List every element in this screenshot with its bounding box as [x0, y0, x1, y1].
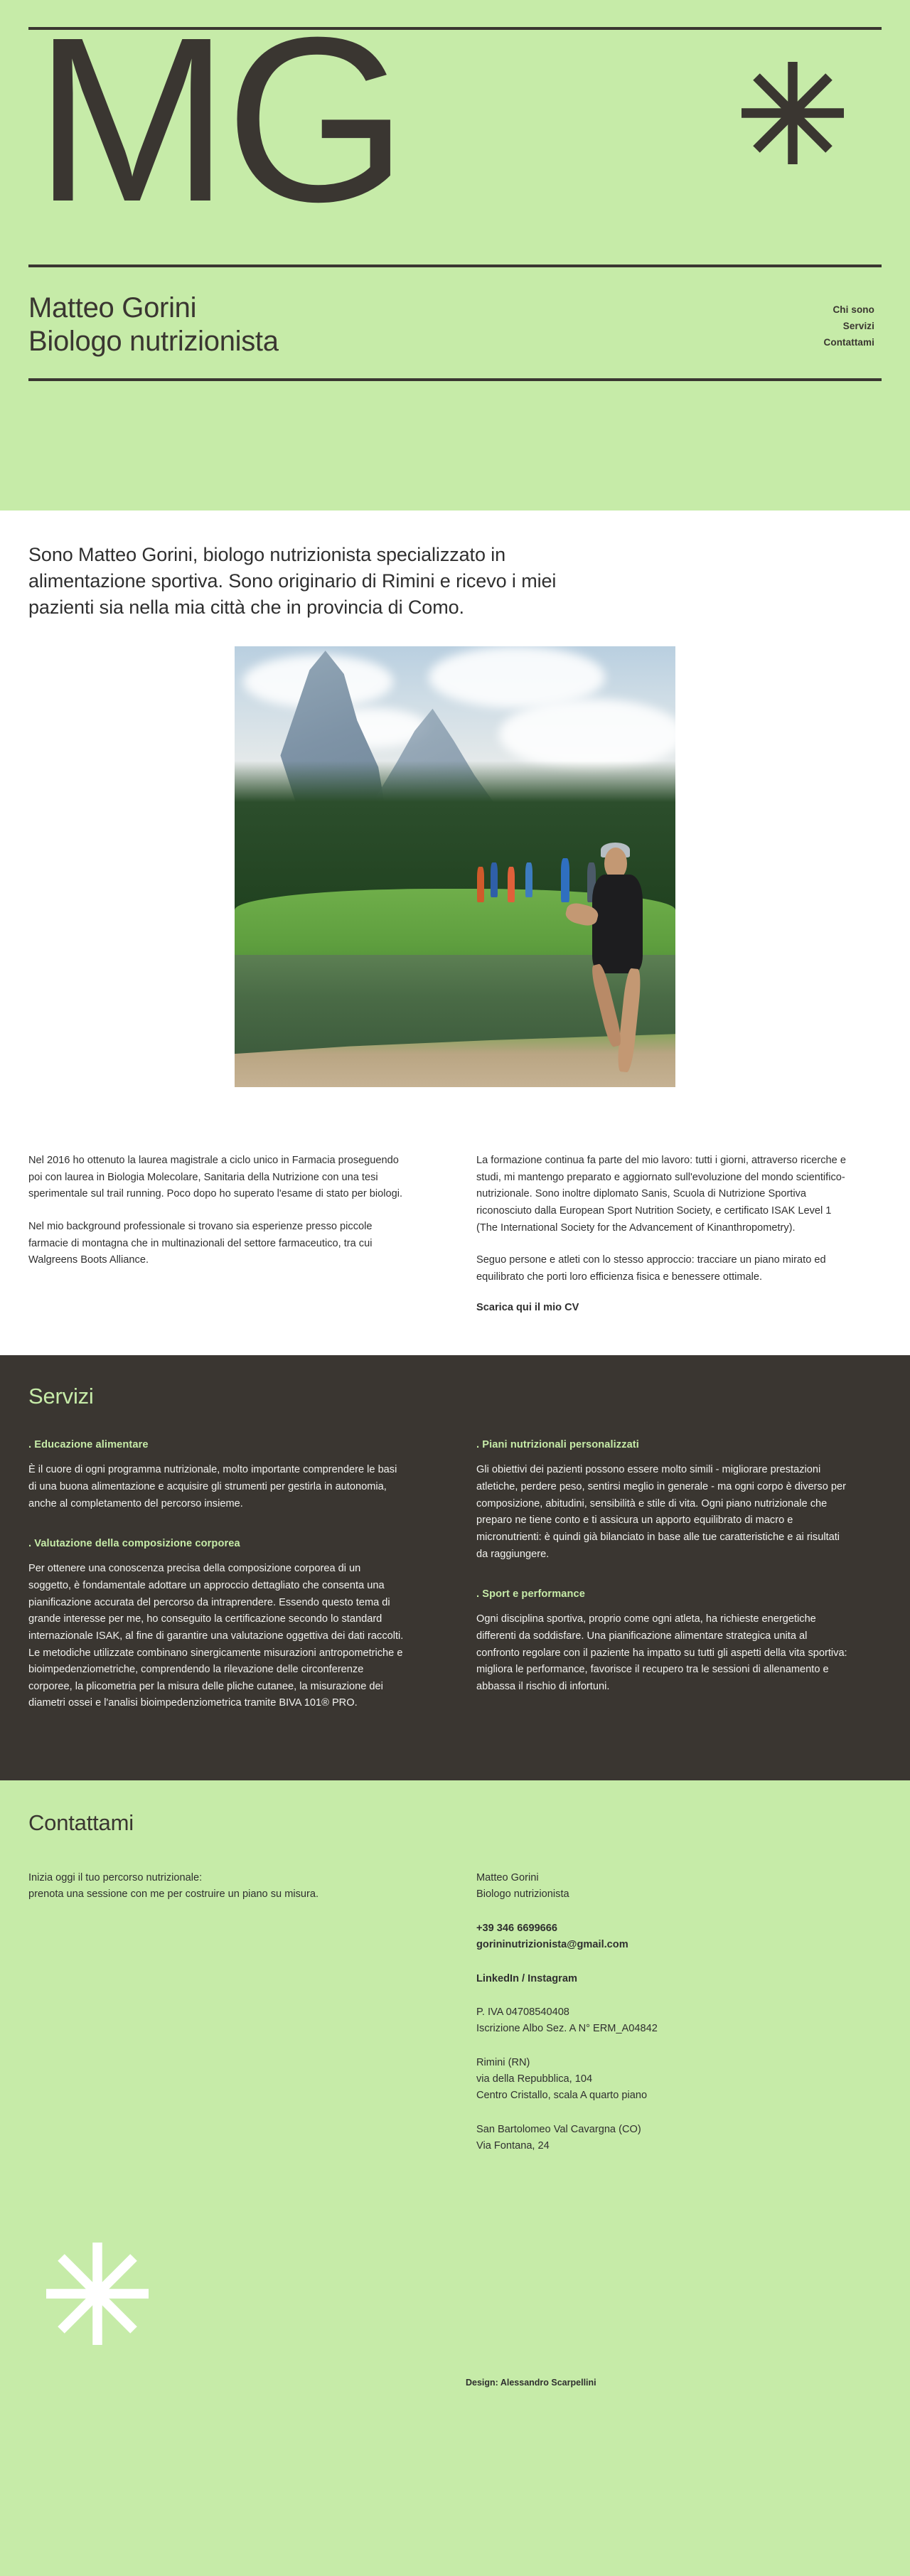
nav-item-chi-sono[interactable]: Chi sono	[833, 304, 874, 315]
legal-block	[476, 2004, 882, 2038]
hero-photo-container	[28, 646, 882, 1087]
owner-role: Biologo nutrizionista	[28, 326, 279, 358]
intro-section	[0, 511, 910, 1124]
bio-section	[0, 1124, 910, 1355]
contatti-column-left	[28, 1870, 434, 2171]
service-title: . Sport e performance	[476, 1588, 585, 1600]
nav-item-servizi[interactable]: Servizi	[842, 321, 874, 332]
address-block-rimini	[476, 2055, 882, 2105]
contact-cta-line-2: prenota una sessione con me per costruire un piano su misura.	[28, 1888, 319, 1901]
service-item	[476, 1439, 882, 1563]
social-links-block	[476, 1971, 882, 1987]
vat-number: P. IVA 04708540408	[476, 2006, 569, 2018]
eight-point-asterisk-icon	[44, 2240, 151, 2351]
service-body: Gli obiettivi dei pazienti possono essere molto simili - migliorare prestazioni atletiche, perdere peso, sentirsi meglio in generale - ma ogni corpo è diverso per composizione, abitudini, sensibilità e stile di vita. Ogni piano nutrizionale che preparo ne tiene conto e ti assicura un apporto equilibrato di macro e micronutrienti: è quindi già bilanciato in base alle tue caratteristiche e ai risultati da raggiungere.	[476, 1464, 846, 1560]
address-extra: Centro Cristallo, scala A quarto piano	[476, 2090, 648, 2102]
bio-paragraph: Nel mio background professionale si trovano sia esperienze presso piccole farmacie di montagna che in multinazionali del settore farmaceutico, tra cui Walgreens Boots Alliance.	[28, 1220, 373, 1266]
address-street: via della Repubblica, 104	[476, 2073, 593, 2085]
email-link[interactable]: gorininutrizionista@gmail.com	[476, 1939, 628, 1951]
contatti-column-right	[476, 1870, 882, 2171]
instagram-link[interactable]: Instagram	[528, 1972, 577, 1984]
servizi-section	[0, 1355, 910, 1780]
nav-item-contattami[interactable]: Contattami	[823, 337, 874, 348]
eight-point-asterisk-icon	[739, 60, 846, 170]
contatti-heading: Contattami	[28, 1810, 134, 1836]
main-nav[interactable]	[824, 301, 875, 351]
monogram-row	[28, 0, 882, 250]
bio-paragraph: La formazione continua fa parte del mio lavoro: tutti i giorni, attraverso ricerche e studi, mi mantengo preparato e aggiornato sull'evoluzione del mondo scientifico-nutrizionale. Sono inoltre diplomato Sanis, Scuola di Nutrizione Sportiva riconosciuto dalla European Sport Nutrition Society, e certificato ISAK Level 1 (The International Society for the Advancement of Kinanthropometry).	[476, 1154, 846, 1234]
monogram-logo: MG	[34, 0, 404, 250]
contact-role: Biologo nutrizionista	[476, 1888, 569, 1901]
contact-identity-block	[476, 1870, 882, 1903]
phone-link[interactable]: +39 346 6699666	[476, 1922, 558, 1934]
runner-figure	[535, 840, 667, 1087]
contact-reach-block	[476, 1920, 882, 1954]
download-cv-link[interactable]: Scarica qui il mio CV	[476, 1302, 579, 1314]
hero-bottom-divider	[28, 378, 882, 381]
servizi-heading: Servizi	[28, 1384, 94, 1409]
service-body: Ogni disciplina sportiva, proprio come ogni atleta, ha richieste energetiche differenti da soddisfare. Una pianificazione alimentare strategica unita al confronto regolare con il paziente ha impatto su tutti gli aspetti della vita sportiva: migliora le performance, favorisce il recupero tra le sessioni di allenamento e abbassa il rischio di infortuni.	[476, 1613, 847, 1692]
address-city: Rimini (RN)	[476, 2056, 530, 2068]
address-street: Via Fontana, 24	[476, 2139, 550, 2152]
design-credit: Design: Alessandro Scarpellini	[466, 2378, 596, 2388]
service-title: . Piani nutrizionali personalizzati	[476, 1439, 639, 1451]
linkedin-link[interactable]: LinkedIn	[476, 1972, 519, 1984]
address-block-cavargna	[476, 2122, 882, 2155]
contact-cta	[28, 1870, 434, 1903]
bio-column-right	[476, 1153, 882, 1314]
service-item	[28, 1538, 434, 1712]
contact-cta-line-1: Inizia oggi il tuo percorso nutrizionale:	[28, 1872, 203, 1884]
social-separator: /	[519, 1972, 528, 1984]
contact-name: Matteo Gorini	[476, 1872, 539, 1884]
identity-row	[28, 267, 882, 377]
owner-name: Matteo Gorini	[28, 292, 197, 324]
contatti-section	[0, 1780, 910, 2406]
service-title: . Valutazione della composizione corporea	[28, 1538, 240, 1550]
bio-paragraph: Seguo persone e atleti con lo stesso approccio: tracciare un piano mirato ed equilibrato che porti loro efficienza fisica e benessere ottimale.	[476, 1254, 826, 1283]
bio-column-left	[28, 1153, 434, 1314]
servizi-column-left	[28, 1439, 434, 1738]
page-title	[28, 292, 279, 358]
intro-lead-text: Sono Matteo Gorini, biologo nutrizionista specializzato in alimentazione sportiva. Sono originario di Rimini e ricevo i miei pazienti sia nella mia città che in provincia di Como.	[28, 544, 557, 618]
service-body: È il cuore di ogni programma nutrizionale, molto importante comprendere le basi di una buona alimentazione e acquisire gli strumenti per gestirla in autonomia, anche al completamento del percorso insieme.	[28, 1464, 397, 1509]
service-item	[28, 1439, 434, 1512]
service-item	[476, 1588, 882, 1695]
albo-number: Iscrizione Albo Sez. A N° ERM_A04842	[476, 2023, 658, 2035]
social-row	[476, 1971, 882, 1987]
service-title: . Educazione alimentare	[28, 1439, 149, 1451]
trail-running-photo	[235, 646, 675, 1087]
bio-paragraph: Nel 2016 ho ottenuto la laurea magistrale a ciclo unico in Farmacia proseguendo poi con laurea in Biologia Molecolare, Sanitaria della Nutrizione con una tesi sperimentale sul trail running. Poco dopo ho superato l'esame di stato per biologi.	[28, 1154, 403, 1200]
hero-section	[0, 0, 910, 511]
address-city: San Bartolomeo Val Cavargna (CO)	[476, 2123, 641, 2135]
service-body: Per ottenere una conoscenza precisa della composizione corporea di un soggetto, è fondamentale adottare un approccio dettagliato che consenta una pianificazione accurata del percorso da intraprendere. Essendo questo tema di grande interesse per me, ho conseguito la certificazione secondo lo standard internazionale ISAK, al fine di garantire una valutazione oggettiva dei dati raccolti. Le metodiche utilizzate combinano sinergicamente misurazioni antropometriche e bioimpedenziometriche, comprendendo la rilevazione delle circonferenze corporee, la plicometria per la misura delle pliche cutanee, la misurazione dei diametri ossei e l'analisi bioimpedenziometrica tramite BIVA 101® PRO.	[28, 1563, 404, 1709]
servizi-column-right	[476, 1439, 882, 1738]
